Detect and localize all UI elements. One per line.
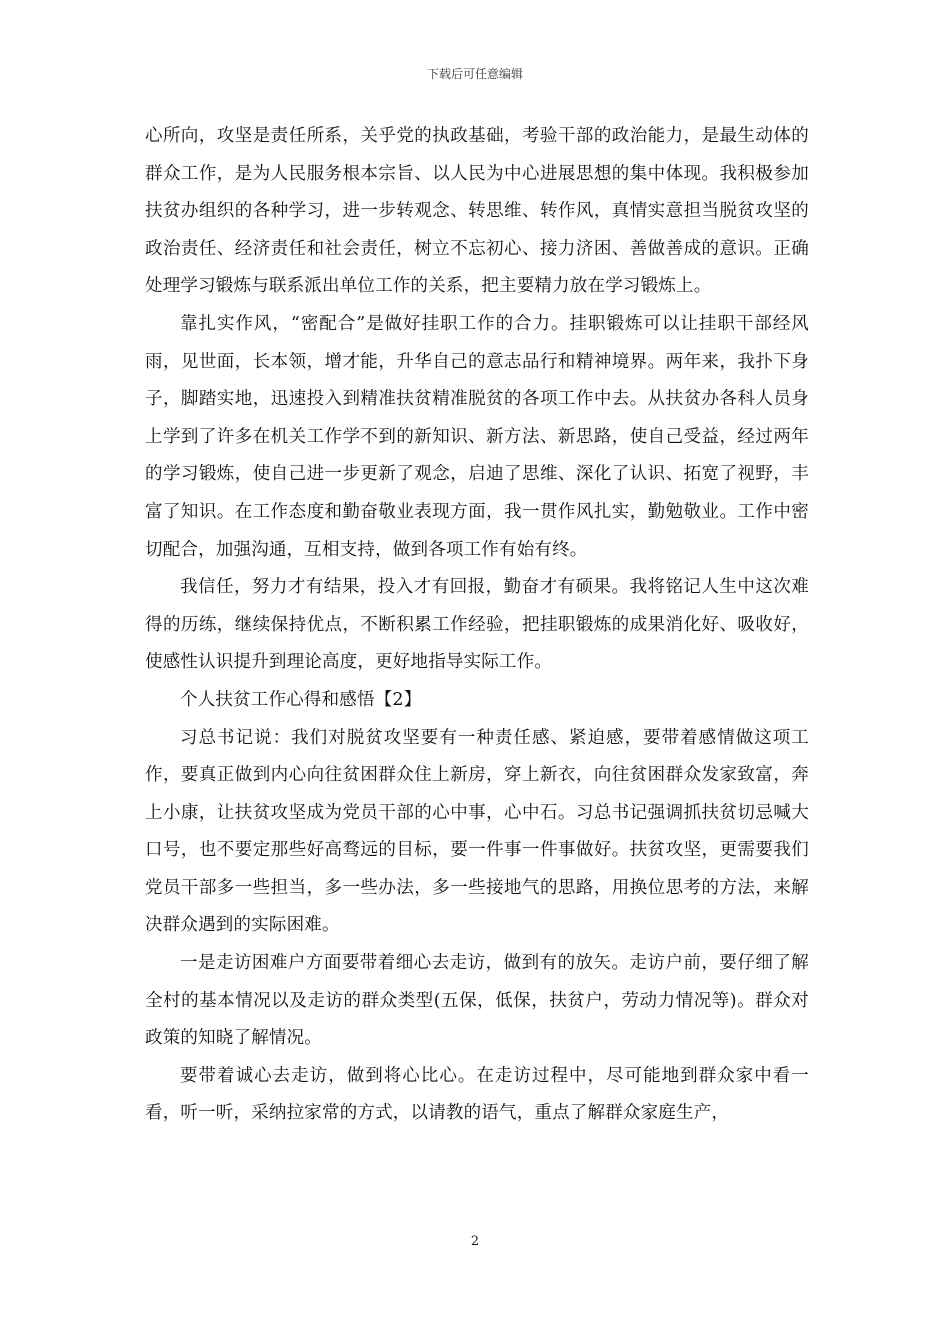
paragraph-6: 要带着诚心去走访，做到将心比心。在走访过程中，尽可能地到群众家中看一看，听一听，采纳拉家常的方式，以请教的语气，重点了解群众家庭生产， [145,1065,809,1124]
paragraph-5: 一是走访困难户方面要带着细心去走访，做到有的放矢。走访户前，要仔细了解全村的基本情况以及走访的群众类型(五保，低保，扶贫户，劳动力情况等)。群众对政策的知晓了解情况。 [145,953,809,1049]
paragraph-4: 习总书记说：我们对脱贫攻坚要有一种责任感、紧迫感，要带着感情做这项工作，要真正做到内心向往贫困群众住上新房，穿上新衣，向往贫困群众发家致富，奔上小康，让扶贫攻坚成为党员干部的心中事，心中石。习总书记强调抓扶贫切忌喊大口号，也不要定那些好高骛远的目标，要一件事一件事做好。扶贫攻坚，更需要我们党员干部多一些担当，多一些办法，多一些接地气的思路，用换位思考的方法，来解决群众遇到的实际困难。 [145,727,809,936]
section-heading: 个人扶贫工作心得和感悟【2】 [180,689,422,710]
paragraph-1: 心所向，攻坚是责任所系，关乎党的执政基础，考验干部的政治能力，是最生动体的群众工作，是为人民服务根本宗旨、以人民为中心进展思想的集中体现。我积极参加扶贫办组织的各种学习，进一步转观念、转思维、转作风，真情实意担当脱贫攻坚的政治责任、经济责任和社会责任，树立不忘初心、接力济困、善做善成的意识。正确处理学习锻炼与联系派出单位工作的关系，把主要精力放在学习锻炼上。 [145,126,809,297]
page-number: 2 [470,1234,480,1249]
page-header: 下载后可任意编辑 [426,67,523,81]
paragraph-2: 靠扎实作风，“密配合”是做好挂职工作的合力。挂职锻炼可以让挂职干部经风雨，见世面，长本领，增才能，升华自己的意志品行和精神境界。两年来，我扑下身子，脚踏实地，迅速投入到精准扶贫精准脱贫的各项工作中去。从扶贫办各科人员身上学到了许多在机关工作学不到的新知识、新方法、新思路，使自己受益，经过两年的学习锻炼，使自己进一步更新了观念，启迪了思维、深化了认识、拓宽了视野，丰富了知识。在工作态度和勤奋敬业表现方面，我一贯作风扎实，勤勉敬业。工作中密切配合，加强沟通，互相支持，做到各项工作有始有终。 [145,313,809,560]
document-body [145,118,809,1133]
paragraph-3: 我信任，努力才有结果，投入才有回报，勤奋才有硕果。我将铭记人生中这次难得的历练，继续保持优点，不断积累工作经验，把挂职锻炼的成果消化好、吸收好，使感性认识提升到理论高度，更好地指导实际工作。 [145,577,809,673]
